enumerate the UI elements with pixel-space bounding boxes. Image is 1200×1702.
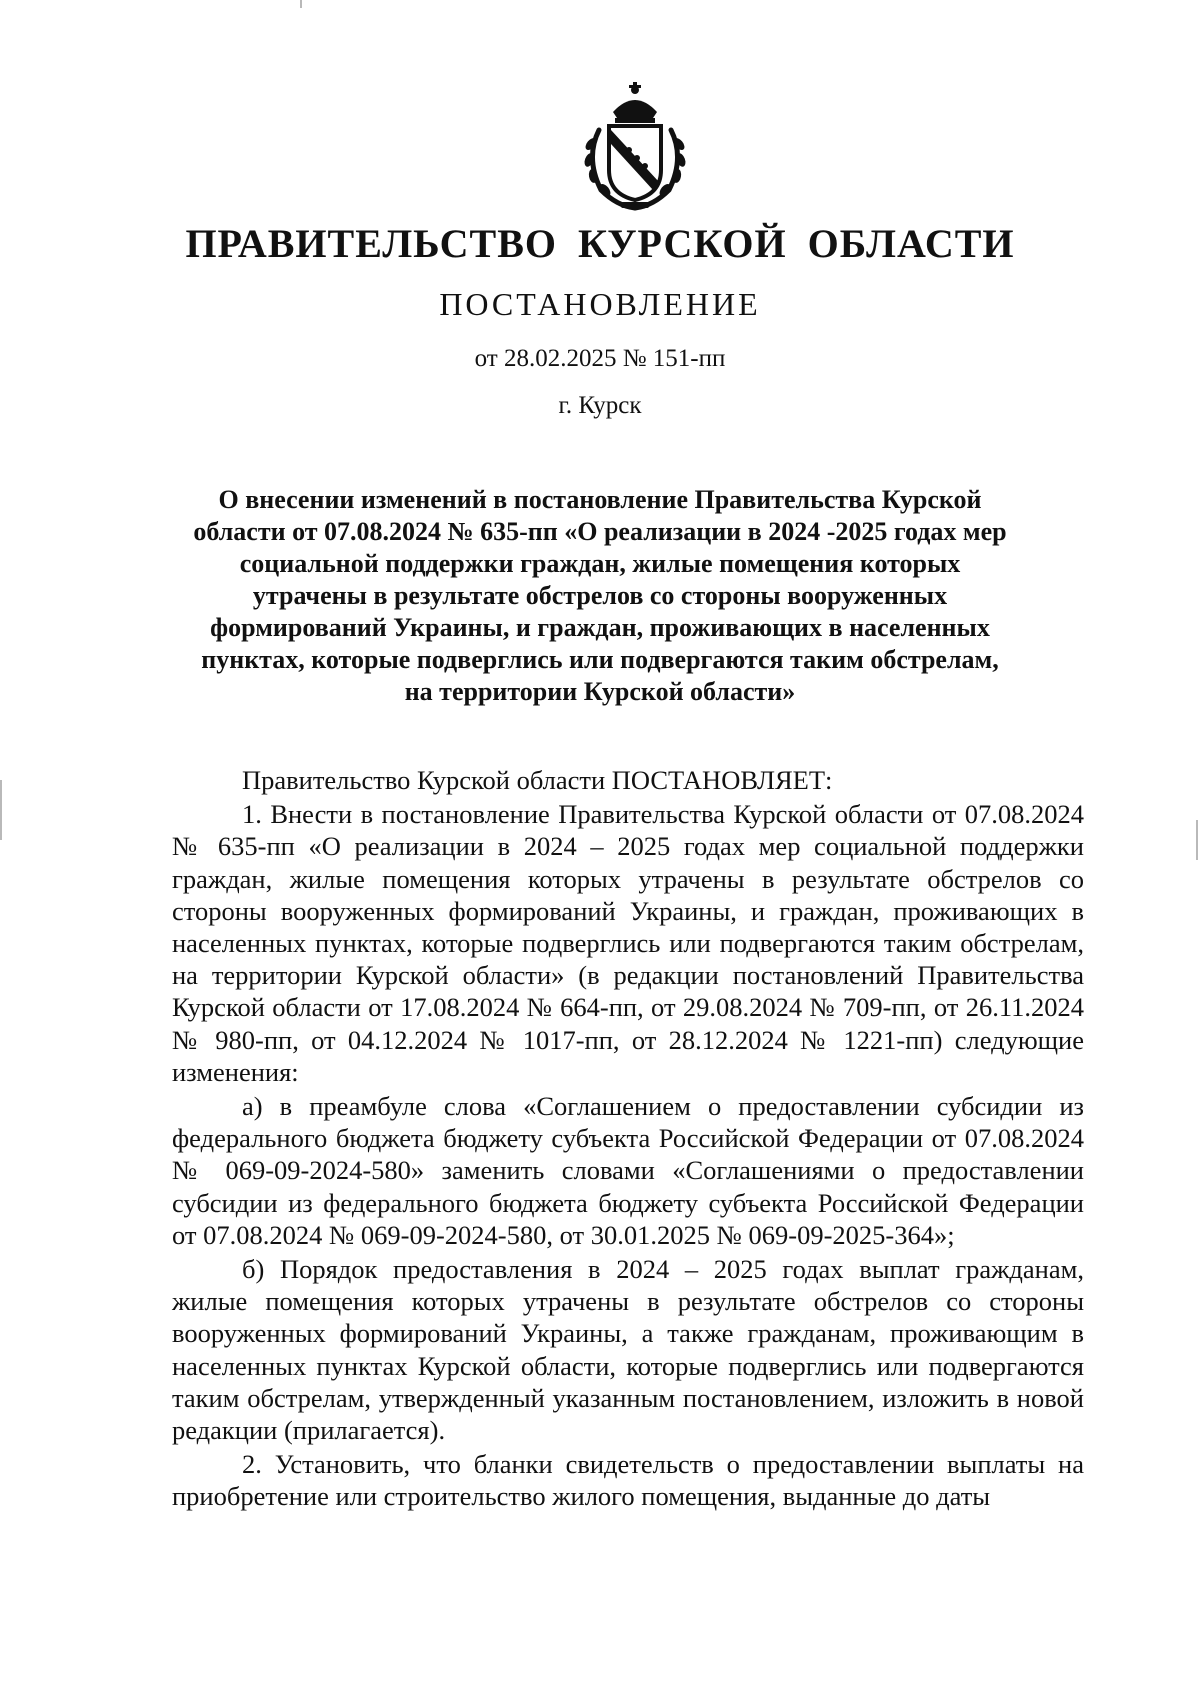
body-paragraph-1b: б) Порядок предоставления в 2024 – 2025 годах выплат гражданам, жилые помещения которых утрачены в результате обстрелов со стороны вооруженных формирований Украины, а также гражданам, проживающим в населенных пунктах Курской области, которые подверглись или подвергаются таким обстрелам, утвержденный указанным постановлением, изложить в новой редакции (прилагается).	[172, 1254, 1084, 1446]
subject-line: утрачены в результате обстрелов со стороны вооруженных	[252, 581, 948, 610]
body-paragraph-preamble: Правительство Курской области ПОСТАНОВЛЯЕТ:	[242, 765, 833, 795]
subject-line: на территории Курской области»	[404, 677, 796, 706]
document-subject	[150, 484, 1050, 708]
body-paragraph-2: 2. Установить, что бланки свидетельств о предоставлении выплаты на приобретение или строительство жилого помещения, выданные до даты	[172, 1449, 1084, 1512]
document-body	[172, 764, 1084, 1513]
subject-line: социальной поддержки граждан, жилые помещения которых	[239, 549, 961, 578]
document-type: ПОСТАНОВЛЕНИЕ	[439, 286, 761, 322]
subject-line: пунктах, которые подверглись или подвергаются таким обстрелам,	[201, 645, 999, 674]
subject-line: области от 07.08.2024 № 635-пп «О реализации в 2024 -2025 годах мер	[193, 517, 1007, 546]
subject-line: О внесении изменений в постановление Правительства Курской	[218, 485, 982, 514]
document-city: г. Курск	[558, 392, 642, 419]
scan-artifact	[0, 780, 2, 840]
body-paragraph-1a: а) в преамбуле слова «Соглашением о предоставлении субсидии из федерального бюджета бюджету субъекта Российской Федерации от 07.08.2024 № 069-09-2024-580» заменить словами «Соглашениями о предоставлении субсидии из федерального бюджета бюджету субъекта Российской Федерации от 07.08.2024 № 069-09-2024-580, от 30.01.2025 № 069-09-2025-364»;	[172, 1091, 1084, 1250]
scan-artifact	[300, 0, 302, 8]
scan-artifact	[1196, 820, 1198, 860]
body-paragraph-1: 1. Внести в постановление Правительства Курской области от 07.08.2024 № 635-пп «О реализации в 2024 – 2025 годах мер социальной поддержки граждан, жилые помещения которых утрачены в результате обстрелов со стороны вооруженных формирований Украины, и граждан, проживающих в населенных пунктах, которые подверглись или подвергаются таким обстрелам, на территории Курской области» (в редакции постановлений Правительства Курской области от 17.08.2024 № 664-пп, от 29.08.2024 № 709-пп, от 26.11.2024 № 980-пп, от 04.12.2024 № 1017-пп, от 28.12.2024 № 1221-пп) следующие изменения:	[172, 799, 1084, 1087]
kursk-coat-of-arms-icon	[565, 78, 705, 218]
document-date-number: от 28.02.2025 № 151-пп	[474, 345, 726, 372]
subject-line: формирований Украины, и граждан, проживающих в населенных	[210, 613, 990, 642]
organization-title: ПРАВИТЕЛЬСТВО КУРСКОЙ ОБЛАСТИ	[185, 221, 1015, 266]
